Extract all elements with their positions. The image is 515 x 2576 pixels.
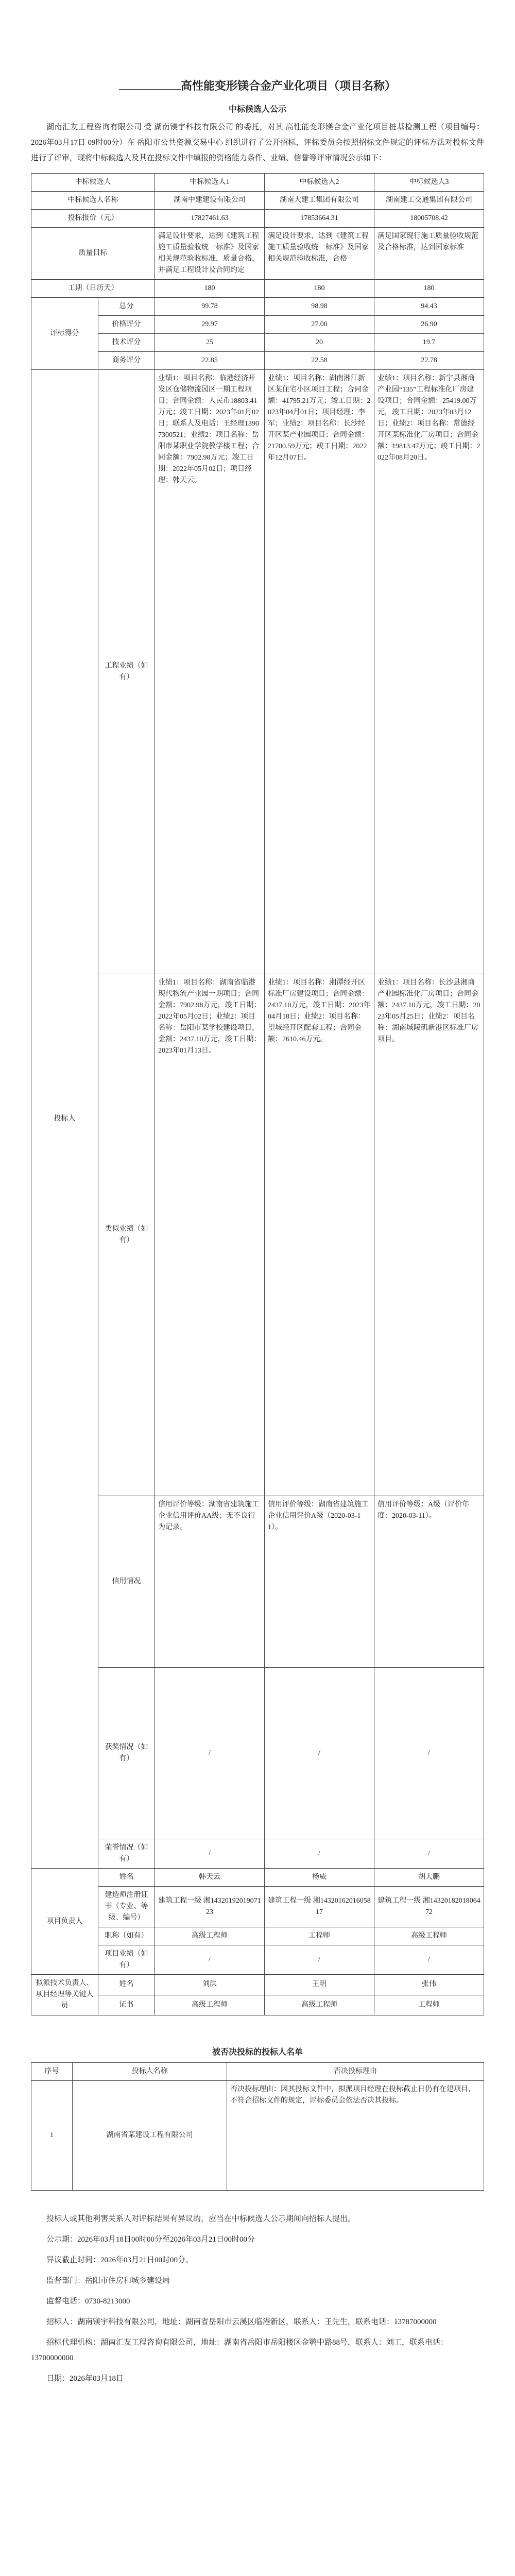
score-biz-label: 商务评分 bbox=[98, 352, 155, 370]
award-label: 获奖情况（如有） bbox=[98, 1668, 155, 1839]
score-total: 98.98 bbox=[265, 298, 374, 316]
score-biz: 22.85 bbox=[155, 352, 265, 370]
pm-title-label: 职称（如有） bbox=[98, 1927, 155, 1945]
other-cert: 高级工程师 bbox=[155, 1995, 265, 2015]
pm-name: 胡大鹏 bbox=[374, 1869, 484, 1887]
score-price-label: 价格评分 bbox=[98, 316, 155, 334]
header-c2: 中标候选人2 bbox=[265, 174, 374, 192]
tenderee-info: 招标人：湖南镁宇科技有限公司，地址：湖南省岳阳市云溪区临港新区，联系人：王先生，联系电话：13787000000 bbox=[46, 2318, 437, 2326]
bidder-award: / bbox=[265, 1668, 374, 1839]
rejected-table bbox=[31, 2062, 484, 2191]
score-price: 26.90 bbox=[374, 316, 484, 334]
publish-date: 日期：2026年03月18日 bbox=[46, 2375, 124, 2383]
bidder-perf: 业绩1：项目名称：湖南湘江新区某住宅小区项目工程；合同金额：41795.21万元；竣工日期：2023年04月01日；项目经理：李军；业绩2：项目名称：长沙经开区某产业园项目；合同金额：21700.59万元；竣工日期：2022年12月07日。 bbox=[265, 370, 374, 974]
other-name: 张伟 bbox=[374, 1975, 484, 1995]
agent-info: 招标代理机构：湖南汇友工程咨询有限公司，地址：湖南省岳阳市岳阳楼区金鹗中路88号，联系人：刘工，联系电话：13700000000 bbox=[31, 2338, 449, 2362]
cand-quality: 满足国家现行施工质量验收规范及合格标准，达到国家标准 bbox=[374, 228, 484, 280]
bidder-perf: 业绩1：项目名称：临港经济开发区仓储物流园区一期工程项目；合同金额：人民币18803.41万元；竣工日期：2023年01月02日；联系人及电话：王经理13907300521；业绩2：项目名称：岳阳市某职业学院教学楼工程；合同金额：7902.98万元；竣工日期：2022年05月02日；项目经理：韩天云。 bbox=[155, 370, 265, 974]
bidder-award: / bbox=[155, 1668, 265, 1839]
bidder-similar: 业绩1：项目名称：湘潭经开区标准厂房建设项目；合同金额：2437.10万元，竣工日期：2023年04月18日；业绩2：项目名称：望城经开区配套工程；合同金额：2610.46万元。 bbox=[265, 974, 374, 1496]
header-c3: 中标候选人3 bbox=[374, 174, 484, 192]
cand-price: 17853664.31 bbox=[265, 210, 374, 228]
header-label: 中标候选人 bbox=[31, 174, 155, 192]
pm-cert: 建筑工程一级 湘1432018201806472 bbox=[374, 1887, 484, 1927]
price-label: 投标报价（元） bbox=[31, 210, 155, 228]
pm-name: 杨威 bbox=[265, 1869, 374, 1887]
cand-quality: 满足设计要求，达到《建筑工程施工质量验收统一标准》及国家相关规范验收标准，质量合格，并满足工程设计及合同约定 bbox=[155, 228, 265, 280]
score-total-label: 总分 bbox=[98, 298, 155, 316]
other-name-label: 姓名 bbox=[98, 1975, 155, 1995]
bidder-perf: 业绩1：项目名称：新宁县湘商产业园“135”工程标准化厂房建设项目；合同金额：25419.00万元，竣工日期：2023年03月12日；业绩2：项目名称：常德经开区某标准化厂房项目；合同金额：19813.47万元；竣工日期：2022年08月20日。 bbox=[374, 370, 484, 974]
objection-deadline: 异议截止时间：2026年03月21日00时00分。 bbox=[46, 2256, 194, 2264]
rej-name: 湖南省某建设工程有限公司 bbox=[73, 2081, 227, 2191]
rej-seq: 1 bbox=[31, 2081, 73, 2191]
cand-period: 180 bbox=[265, 280, 374, 298]
intro-paragraph: 湖南汇友工程咨询有限公司 受 湖南镁宇科技有限公司 的委托，对其 高性能变形镁合金产业化项目桩基检测工程（项目编号：2026年03月17日 09时00分）在 岳阳市公共资源交易中心 组织进行了公开招标，评标委员会按照招标文件规定的评标方法对投标文件进行了评审，现将中标候选人及其在投标文件中填报的资格能力条件、业绩、信誉等评审情况公示如下： bbox=[31, 123, 484, 162]
other-cert: 工程师 bbox=[374, 1995, 484, 2015]
quality-label: 质量目标 bbox=[31, 228, 155, 280]
score-tech: 19.7 bbox=[374, 334, 484, 352]
supervisor-phone: 监督电话：0730-8213000 bbox=[46, 2297, 130, 2306]
candidates-table bbox=[31, 173, 484, 2015]
score-biz: 22.58 bbox=[265, 352, 374, 370]
pm-name-label: 姓名 bbox=[98, 1869, 155, 1887]
bidder-credit: 信用评价等级：A级（评价年度：2020-03-11）。 bbox=[374, 1496, 484, 1668]
bidder-label: 投标人 bbox=[31, 370, 98, 1869]
pm-perf-label: 项目业绩（如有） bbox=[98, 1945, 155, 1975]
score-total: 94.43 bbox=[374, 298, 484, 316]
score-tech: 25 bbox=[155, 334, 265, 352]
supervisor: 监督部门：岳阳市住房和城乡建设局 bbox=[46, 2277, 170, 2285]
pm-perf: / bbox=[265, 1945, 374, 1975]
objection-text: 投标人或其他利害关系人对评标结果有异议的，应当在中标候选人公示期间向招标人提出。 bbox=[46, 2215, 356, 2223]
pm-name: 韩天云 bbox=[155, 1869, 265, 1887]
name-label: 中标候选人名称 bbox=[31, 192, 155, 210]
bidder-award: / bbox=[374, 1668, 484, 1839]
cand-price: 18005708.42 bbox=[374, 210, 484, 228]
pm-title: 高级工程师 bbox=[155, 1927, 265, 1945]
cand-quality: 满足设计要求，达到《建筑工程施工质量验收统一标准》及国家相关规范验收标准，合格 bbox=[265, 228, 374, 280]
pm-cert: 建筑工程一级 湘1432019201907123 bbox=[155, 1887, 265, 1927]
score-total: 99.78 bbox=[155, 298, 265, 316]
publicity-period bbox=[31, 2232, 484, 2247]
other-cert: 高级工程师 bbox=[265, 1995, 374, 2015]
cand-name: 湖南建工交通集团有限公司 bbox=[374, 192, 484, 210]
period-label: 公示期： bbox=[46, 2235, 78, 2244]
announcement-footer bbox=[31, 2211, 484, 2386]
section-rejected-title: 被否决投标的投标人名单 bbox=[212, 2048, 303, 2057]
document-title bbox=[31, 77, 484, 93]
score-price: 29.97 bbox=[155, 316, 265, 334]
section-candidates-title: 中标候选人公示 bbox=[228, 105, 286, 114]
table-row bbox=[31, 2081, 484, 2191]
other-cert-label: 证书 bbox=[98, 1995, 155, 2015]
score-price: 27.00 bbox=[265, 316, 374, 334]
score-tech-label: 技术评分 bbox=[98, 334, 155, 352]
honor-label: 荣誉情况（如有） bbox=[98, 1839, 155, 1869]
score-label: 评标得分 bbox=[31, 298, 98, 370]
cand-period: 180 bbox=[155, 280, 265, 298]
cand-period: 180 bbox=[374, 280, 484, 298]
pm-cert: 建筑工程一级 湘1432016201605817 bbox=[265, 1887, 374, 1927]
period-value: 2026年03月18日00时00分至2026年03月21日00时00分 bbox=[77, 2235, 255, 2244]
perf-label: 工程业绩（如有） bbox=[98, 370, 155, 974]
cand-name: 湖南大建工集团有限公司 bbox=[265, 192, 374, 210]
header-c1: 中标候选人1 bbox=[155, 174, 265, 192]
other-label: 拟派技术负责人、项目经理等关键人员 bbox=[31, 1975, 98, 2015]
pm-label: 项目负责人 bbox=[31, 1869, 98, 1975]
bidder-similar: 业绩1：项目名称：长沙县湘商产业园标准化厂房项目；合同金额：2437.10万元，竣工日期：2023年05月25日；业绩2：项目名称：湖南城陵矶新港区标准厂房项目。 bbox=[374, 974, 484, 1496]
bidder-honor: / bbox=[265, 1839, 374, 1869]
rej-header-seq: 序号 bbox=[31, 2063, 73, 2081]
title-text: 高性能变形镁合金产业化项目（项目名称） bbox=[180, 79, 396, 92]
announcement-page bbox=[31, 77, 484, 2392]
bidder-honor: / bbox=[374, 1839, 484, 1869]
pm-perf: / bbox=[155, 1945, 265, 1975]
rej-header-reason: 否决投标理由 bbox=[227, 2063, 484, 2081]
bidder-honor: / bbox=[155, 1839, 265, 1869]
pm-cert-label: 建造师注册证书（专业、等级、编号） bbox=[98, 1887, 155, 1927]
bidder-credit: 信用评价等级：湖南省建筑施工企业信用评价A级（2020-03-11）。 bbox=[265, 1496, 374, 1668]
title-blank bbox=[119, 89, 181, 90]
cand-price: 17827461.63 bbox=[155, 210, 265, 228]
bidder-similar: 业绩1：项目名称：湖南省临港现代物流产业园一期项目；合同金额：7902.98万元，竣工日期：2022年05月02日；业绩2：项目名称：岳阳市某学校建设项目，金额：2437.10万元，竣工日期：2023年01月13日。 bbox=[155, 974, 265, 1496]
cand-name: 湖南中建建设有限公司 bbox=[155, 192, 265, 210]
bidder-credit: 信用评价等级：湖南省建筑施工企业信用评价AA级；无不良行为记录。 bbox=[155, 1496, 265, 1668]
pm-title: 工程师 bbox=[265, 1927, 374, 1945]
score-biz: 22.78 bbox=[374, 352, 484, 370]
pm-perf: / bbox=[374, 1945, 484, 1975]
period-label: 工期（日历天） bbox=[31, 280, 155, 298]
pm-title: 高级工程师 bbox=[374, 1927, 484, 1945]
other-name: 刘洪 bbox=[155, 1975, 265, 1995]
score-tech: 20 bbox=[265, 334, 374, 352]
other-name: 王明 bbox=[265, 1975, 374, 1995]
similar-label: 类似业绩（如有） bbox=[98, 974, 155, 1496]
rej-reason: 否决投标理由：因其投标文件中，拟派项目经理在投标截止日仍有在建项目，不符合招标文件的规定，评标委员会依法否决其投标。 bbox=[227, 2081, 484, 2191]
rej-header-name: 投标人名称 bbox=[73, 2063, 227, 2081]
credit-label: 信用情况 bbox=[98, 1496, 155, 1668]
